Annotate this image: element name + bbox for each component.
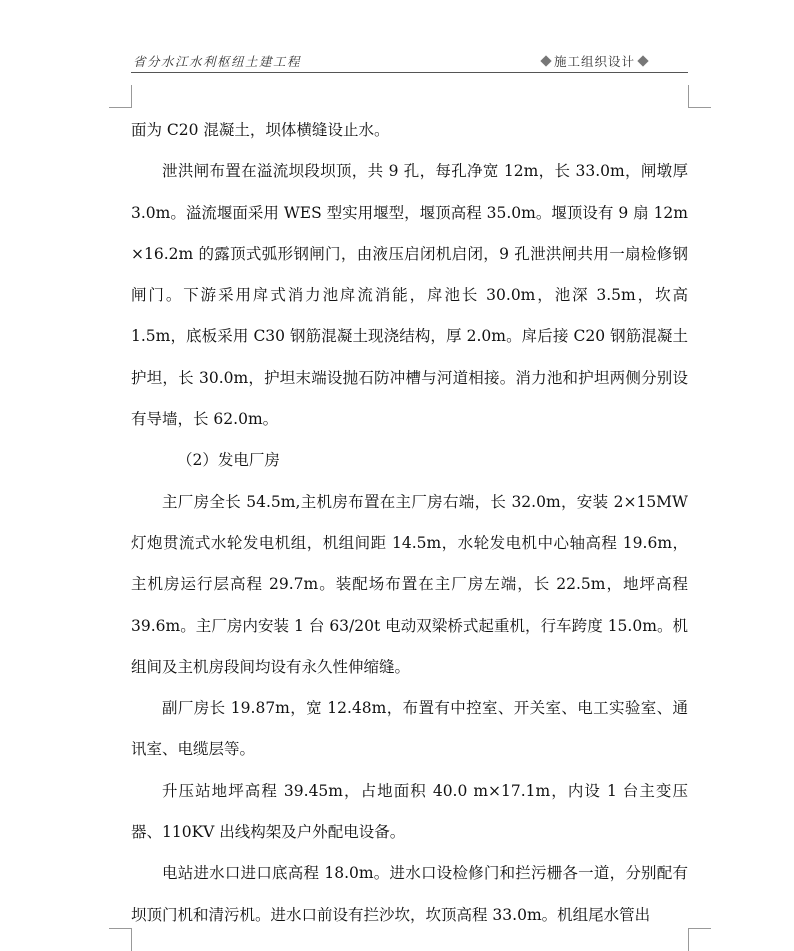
body-text — [131, 110, 688, 936]
corner-mark-top-right — [688, 85, 711, 108]
diamond-right-icon — [637, 55, 648, 66]
paragraph: 主厂房全长 54.5m,主机房布置在主厂房右端，长 32.0m，安装 2×15MW 灯炮贯流式水轮发电机组，机组间距 14.5m，水轮发电机中心轴高程 19.6m，主机房运行层高程 29.7m。装配场布置在主厂房左端，长 22.5m，地坪高程 39.6m。主厂房内安装 1 台 63/20t 电动双梁桥式起重机，行车跨度 15.0m。机组间及主机房段间均设有永久性伸缩缝。 — [131, 492, 688, 676]
paragraph: 泄洪闸布置在溢流坝段坝顶，共 9 孔，每孔净宽 12m，长 33.0m，闸墩厚 3.0m。溢流堰面采用 WES 型实用堰型，堰顶高程 35.0m。堰顶设有 9 扇 12m ×16.2m 的露顶式弧形钢闸门，由液压启闭机启闭，9 孔泄洪闸共用一扇检修钢闸门。下游采用戽式消力池戽流消能，戽池长 30.0m，池深 3.5m，坎高 1.5m，底板采用 C30 钢筋混凝土现浇结构，厚 2.0m。戽后接 C20 钢筋混凝土护坦，长 30.0m，护坦末端设抛石防冲槽与河道相接。消力池和护坦两侧分别设有导墙，长 62.0m。 — [131, 162, 688, 429]
section-heading: （2）发电厂房 — [177, 451, 280, 470]
header-section-label: 施工组织设计 — [553, 54, 635, 69]
paragraph: 电站进水口进口底高程 18.0m。进水口设检修门和拦污栅各一道，分别配有坝顶门机和清污机。进水口前设有拦沙坎，坎顶高程 33.0m。机组尾水管出 — [131, 864, 688, 924]
corner-mark-bottom-right — [688, 928, 711, 951]
corner-mark-bottom-left — [109, 928, 132, 951]
diamond-left-icon — [540, 55, 551, 66]
corner-mark-top-left — [109, 85, 132, 108]
paragraph: 升压站地坪高程 39.45m，占地面积 40.0 m×17.1m，内设 1 台主变压器、110KV 出线构架及户外配电设备。 — [131, 781, 688, 842]
header-section-title — [538, 52, 651, 70]
paragraph: 面为 C20 混凝土，坝体横缝设止水。 — [131, 121, 390, 139]
header-project-title: 省分水江水利枢纽土建工程 — [133, 54, 302, 69]
paragraph: 副厂房长 19.87m，宽 12.48m，布置有中控室、开关室、电工实验室、通讯室、电缆层等。 — [131, 699, 688, 759]
header-rule — [131, 72, 688, 73]
